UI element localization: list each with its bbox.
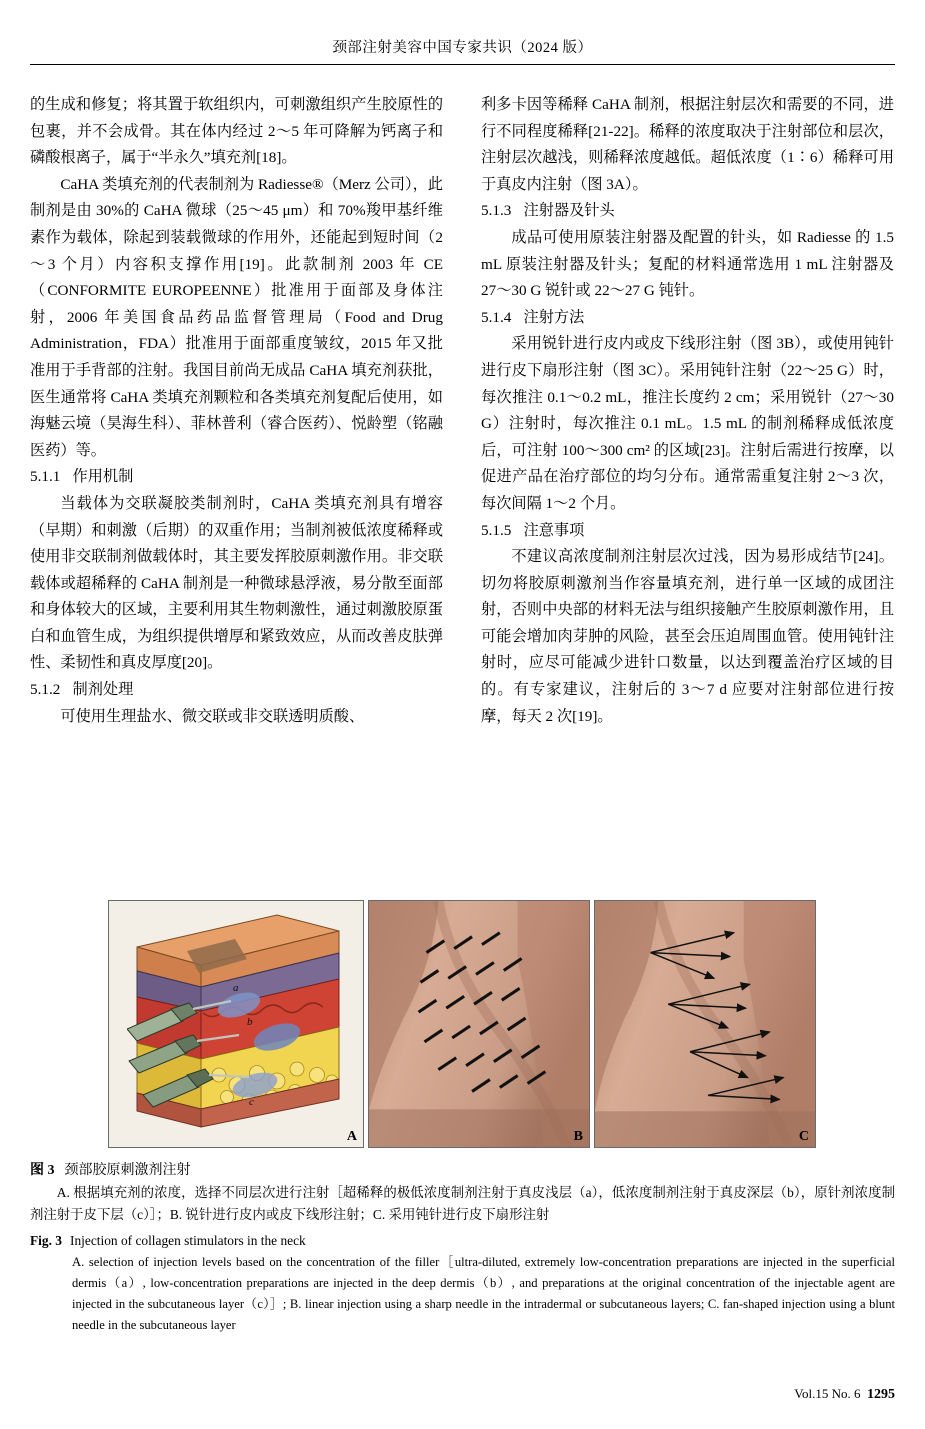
section-number: 5.1.2 [30,681,61,699]
caption-cn-heading: 颈部胶原刺激剂注射 [64,1163,191,1178]
section-number: 5.1.3 [481,202,512,220]
page-number: 1295 [867,1387,895,1402]
caption-en-title [30,1230,895,1252]
caption-en-label: Fig. 3 [30,1233,62,1248]
figure-panel-c [594,900,816,1148]
marker-c: c [249,1096,254,1108]
section-number: 5.1.4 [481,308,512,326]
panel-letter-c: C [798,1129,809,1144]
figure-panel-a [108,900,364,1148]
right-column [481,92,894,730]
caption-en-text: A. selection of injection levels based on the concentration of the filler［ultra-diluted, extremely low-concentration preparations are injected in the superficial dermis（a）, low-concentration preparations are injected in the deep dermis（b）, and preparations at the original concentration of the injectable agent are injected in the subcutaneous layer（c）］; B. linear injection using a sharp needle in the intradermal or subcutaneous layers; C. fan-shaped injection using a blunt needle in the subcutaneous layer [72,1255,895,1332]
section-heading-5-1-1 [30,464,443,491]
section-title: 作用机制 [72,468,134,486]
section-title: 制剂处理 [72,681,134,699]
section-body: 采用锐针进行皮内或皮下线形注射（图 3B），或使用钝针进行皮下扇形注射（图 3C）。采用钝针注射（22～25 G）时，每次推注 0.1～0.2 mL，推注长度约 2 cm；采用锐针（27～30 G）注射时，每次推注 0.1 mL。1.5 mL 的制剂稀释成低浓度后，可注射 100～300 cm² 的区域[23]。注射后需进行按摩，以促进产品在治疗部位的均匀分布。通常需重复注射 2～3 次，每次间隔 1～2 个月。 [481,335,894,512]
marker-b: b [247,1016,253,1028]
neck-photo-fan [595,901,815,1147]
section-title: 注射器及针头 [523,202,615,220]
section-body: 不建议高浓度制剂注射层次过浅，因为易形成结节[24]。切勿将胶原刺激剂当作容量填充剂，进行单一区域的成团注射，否则中央部的材料无法与组织接触产生胶原刺激作用，且可能会增加肉芽肿的风险，甚至会压迫周围血管。使用钝针注射时，应尽可能减少进针口数量，以达到覆盖治疗区域的目的。有专家建议，注射后的 3～7 d 应要对注射部位进行按摩，每天 2 次[19]。 [481,548,894,725]
left-column [30,92,443,730]
figure-panels [108,900,816,1148]
section-heading-5-1-5 [481,518,894,545]
caption-cn-label: 图 3 [30,1163,55,1178]
body-columns [30,92,895,730]
section-title: 注意事项 [523,521,585,539]
paragraph: CaHA 类填充剂的代表制剂为 Radiesse®（Merz 公司），此制剂是由 30%的 CaHA 微球（25～45 μm）和 70%羧甲基纤维素作为载体，除起到装载微球的作用外，还能起到短时间（2～3 个月）内容积支撑作用[19]。此款制剂 2003 年 CE（CONFORMITE EUROPEENNE）批准用于面部及身体注射，2006 年美国食品药品监督管理局（Food and Drug Administration，FDA）批准用于面部重度皱纹，2015 年又批准用于手背部的注射。我国目前尚无成品 CaHA 填充剂获批，医生通常将 CaHA 类填充剂颗粒和各类填充剂复配后使用，如海魅云境（昊海生科）、菲林普利（睿合医药）、悦龄塑（铭融医药）等。 [30,175,443,459]
header-rule [30,64,895,65]
marker-a: a [233,982,239,994]
paragraph: 利多卡因等稀释 CaHA 制剂，根据注射层次和需要的不同，进行不同程度稀释[21-22]。稀释的浓度取决于注射部位和层次，注射层次越浅，则稀释浓度越低。超低浓度（1∶6）稀释可用于真皮内注射（图 3A）。 [481,96,894,193]
section-body: 当载体为交联凝胶类制剂时，CaHA 类填充剂具有增容（早期）和刺激（后期）的双重作用；当制剂被低浓度稀释或使用非交联制剂做载体时，其主要发挥胶原刺激作用。非交联载体或超稀释的 CaHA 制剂是一种微球悬浮液，易分散至面部和身体较大的区域，主要利用其生物刺激性，通过刺激胶原蛋白和血管生成，为组织提供增厚和紧致效应，从而改善皮肤弹性、柔韧性和真皮厚度[20]。 [30,494,443,672]
running-head: 颈部注射美容中国专家共识（2024 版） [332,40,593,56]
figure-panel-b [368,900,590,1148]
paragraph: 的生成和修复；将其置于软组织内，可刺激组织产生胶原性的包裹，并不会成骨。其在体内经过 2～5 年可降解为钙离子和磷酸根离子，属于“半永久”填充剂[18]。 [30,96,443,167]
section-title: 注射方法 [523,308,585,326]
caption-cn-title [30,1160,895,1182]
section-number: 5.1.5 [481,521,512,539]
caption-en-heading: Injection of collagen stimulators in the neck [70,1233,306,1248]
neck-photo-linear [369,901,589,1147]
caption-en-body [72,1252,895,1336]
panel-letter-a: A [346,1129,357,1144]
volume-issue: Vol.15 No. 6 [794,1386,861,1401]
panel-letter-b: B [573,1129,583,1144]
section-body: 可使用生理盐水、微交联或非交联透明质酸、 [60,707,365,725]
section-number: 5.1.1 [30,468,61,486]
page-footer [794,1386,895,1403]
figure-caption [30,1160,895,1336]
figure-3 [30,900,895,1148]
section-heading-5-1-4 [481,305,894,332]
caption-cn-body: A. 根据填充剂的浓度，选择不同层次进行注射［超稀释的极低浓度制剂注射于真皮浅层（a），低浓度制剂注射于真皮深层（b），原针剂浓度制剂注射于皮下层（c）］；B. 锐针进行皮内或皮下线形注射；C. 采用钝针进行皮下扇形注射 [30,1185,895,1222]
skin-anatomy-diagram [127,909,349,1141]
section-heading-5-1-2 [30,677,443,704]
section-heading-5-1-3 [481,198,894,225]
section-body: 成品可使用原装注射器及配置的针头，如 Radiesse 的 1.5 mL 原装注射器及针头；复配的材料通常选用 1 mL 注射器及 27～30 G 锐针或 22～27 G 钝针。 [481,228,894,300]
